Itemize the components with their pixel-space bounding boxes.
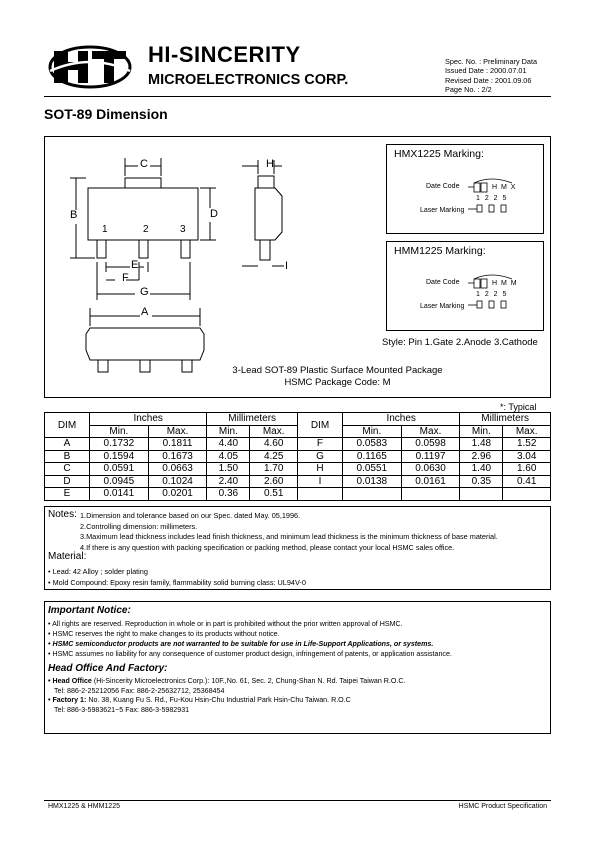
dim-label-i: I — [285, 260, 289, 272]
value-cell: 1.50 — [207, 463, 250, 476]
office-info — [48, 677, 548, 715]
table-row — [45, 450, 551, 463]
laser-marking-label: Laser Marking — [420, 303, 465, 310]
col-min: Min. — [90, 425, 149, 438]
head-office-label: • Head Office — [48, 677, 92, 685]
value-cell: 0.36 — [207, 488, 250, 501]
col-max: Max. — [503, 425, 551, 438]
head-office-tel: Tel: 886-2-25212056 Fax: 886-2-25632712, 25368454 — [54, 686, 225, 695]
package-drawing — [60, 150, 300, 380]
value-cell: 0.1165 — [342, 450, 401, 463]
page-no: Page No. : 2/2 — [445, 84, 492, 94]
material-item: • Lead: 42 Alloy ; solder plating — [48, 567, 148, 576]
package-caption: 3-Lead SOT-89 Plastic Surface Mounted Package — [232, 365, 443, 376]
factory-address: No. 38, Kuang Fu S. Rd., Fu-Kou Hsin-Chu Industrial Park Hsin-Chu Taiwan. R.O.C — [86, 696, 351, 704]
dim-label-b: B — [70, 209, 78, 221]
head-office-address: (Hi-Sincerity Microelectronics Corp.): 10F.,No. 61, Sec. 2, Chung-Shan N. Rd. Taipei Taiwan R.O.C. — [91, 677, 406, 685]
value-cell — [460, 488, 503, 501]
marking-code: H M M — [492, 280, 518, 287]
value-cell: 0.0141 — [90, 488, 149, 501]
dim-cell — [297, 488, 342, 501]
value-cell: 0.0591 — [90, 463, 149, 476]
dim-cell: I — [297, 475, 342, 488]
notice-item: • HSMC semiconductor products are not warranted to be suitable for use in Life-Support Applications, or systems. — [48, 640, 434, 648]
value-cell: 0.0598 — [401, 438, 460, 451]
dim-cell: E — [45, 488, 90, 501]
notice-title: Important Notice: — [48, 605, 131, 616]
tab — [125, 178, 161, 188]
material-item: • Mold Compound: Epoxy resin family, flammability solid burning class: UL94V-0 — [48, 578, 306, 587]
dim-label-g: G — [140, 286, 149, 298]
col-max: Max. — [401, 425, 460, 438]
header-divider — [44, 96, 551, 97]
col-mm: Millimeters — [207, 413, 298, 426]
material-label: Material: — [48, 551, 87, 562]
col-max: Max. — [148, 425, 207, 438]
dimension-table — [44, 412, 551, 501]
value-cell: 0.0161 — [401, 475, 460, 488]
date-code-label: Date Code — [426, 279, 460, 286]
value-cell: 0.1594 — [90, 450, 149, 463]
dim-label-c: C — [140, 158, 148, 170]
head-office-line — [48, 677, 548, 687]
value-cell: 3.04 — [503, 450, 551, 463]
notice-item: • HSMC assumes no liability for any consequence of customer product design, infringement of patents, or application assistance. — [48, 650, 452, 658]
dim-cell: B — [45, 450, 90, 463]
col-min: Min. — [207, 425, 250, 438]
dim-label-d: D — [210, 208, 218, 220]
notice-list — [48, 619, 548, 659]
value-cell: 0.0630 — [401, 463, 460, 476]
value-cell: 0.0945 — [90, 475, 149, 488]
value-cell: 1.52 — [503, 438, 551, 451]
note-item: 1.Dimension and tolerance based on our Spec. dated May. 05,1996. — [80, 511, 301, 520]
company-name: HI-SINCERITY — [148, 42, 301, 67]
factory-label: • Factory 1: — [48, 696, 87, 704]
value-cell: 0.0583 — [342, 438, 401, 451]
notes-list — [80, 511, 498, 553]
value-cell: 1.48 — [460, 438, 503, 451]
pin-3-label: 3 — [180, 224, 186, 235]
office-title: Head Office And Factory: — [48, 663, 168, 674]
value-cell: 2.96 — [460, 450, 503, 463]
footer-right: HSMC Product Specification — [458, 803, 547, 810]
col-mm: Millimeters — [460, 413, 551, 426]
col-dim: DIM — [45, 413, 90, 438]
spec-info — [445, 57, 537, 94]
value-cell: 0.41 — [503, 475, 551, 488]
value-cell: 0.0551 — [342, 463, 401, 476]
value-cell: 0.35 — [460, 475, 503, 488]
col-max: Max. — [250, 425, 298, 438]
value-cell: 4.60 — [250, 438, 298, 451]
dim-cell: D — [45, 475, 90, 488]
marking-title-hmm1225: HMM1225 Marking: — [394, 245, 486, 257]
marking-code: H M X — [492, 184, 517, 191]
table-header-row — [45, 413, 551, 426]
company-subtitle: MICROELECTRONICS CORP. — [148, 72, 349, 88]
footer-divider — [44, 800, 551, 801]
col-dim: DIM — [297, 413, 342, 438]
pin-2-label: 2 — [143, 224, 149, 235]
factory-tel: Tel: 886-3-5983621~5 Fax: 886-3-5982931 — [54, 705, 190, 714]
value-cell: 0.0201 — [148, 488, 207, 501]
value-cell: 1.70 — [250, 463, 298, 476]
dim-label-a: A — [141, 306, 149, 318]
dim-cell: G — [297, 450, 342, 463]
notice-item: • HSMC reserves the right to make changes to its products without notice. — [48, 630, 280, 638]
value-cell — [401, 488, 460, 501]
value-cell: 4.40 — [207, 438, 250, 451]
col-inches: Inches — [342, 413, 459, 426]
table-row — [45, 488, 551, 501]
table-row — [45, 438, 551, 451]
dim-label-h: H — [266, 158, 274, 170]
dim-cell: H — [297, 463, 342, 476]
value-cell: 0.0663 — [148, 463, 207, 476]
value-cell: 0.1024 — [148, 475, 207, 488]
value-cell: 0.1673 — [148, 450, 207, 463]
laser-marking-label: Laser Marking — [420, 207, 465, 214]
pin-style: Style: Pin 1.Gate 2.Anode 3.Cathode — [382, 337, 538, 348]
value-cell: 1.40 — [460, 463, 503, 476]
pin-1-label: 1 — [102, 224, 108, 235]
value-cell: 0.0138 — [342, 475, 401, 488]
col-inches: Inches — [90, 413, 207, 426]
value-cell: 1.60 — [503, 463, 551, 476]
dim-label-e: E — [131, 259, 139, 271]
table-row — [45, 463, 551, 476]
dim-cell: C — [45, 463, 90, 476]
value-cell: 2.60 — [250, 475, 298, 488]
spec-no: Spec. No. : Preliminary Data — [445, 57, 538, 66]
value-cell: 0.1197 — [401, 450, 460, 463]
page-title: SOT-89 Dimension — [44, 106, 168, 122]
note-item: 2.Controlling dimension: millimeters. — [80, 521, 198, 531]
typical-note: *: Typical — [500, 402, 537, 412]
date-code-label: Date Code — [426, 183, 460, 190]
material-list — [48, 566, 306, 588]
col-min: Min. — [342, 425, 401, 438]
company-logo — [48, 43, 132, 89]
value-cell — [503, 488, 551, 501]
footer-left: HMX1225 & HMM1225 — [48, 803, 120, 810]
marking-digits: 1 2 2 5 — [476, 195, 508, 202]
marking-digits: 1 2 2 5 — [476, 291, 508, 298]
factory-line — [48, 696, 548, 706]
notes-label: Notes: — [48, 509, 77, 520]
notice-item: • All rights are reserved. Reproduction in whole or in part is prohibited without the prior written approval of HSMC. — [48, 620, 403, 628]
value-cell: 4.05 — [207, 450, 250, 463]
value-cell: 0.51 — [250, 488, 298, 501]
note-item: 3.Maximum lead thickness includes lead finish thickness, and minimum lead thickness is the minimum thickness of base material. — [80, 532, 498, 542]
value-cell — [342, 488, 401, 501]
marking-title-hmx1225: HMX1225 Marking: — [394, 148, 484, 160]
value-cell: 2.40 — [207, 475, 250, 488]
value-cell: 4.25 — [250, 450, 298, 463]
notice-content — [48, 605, 548, 715]
value-cell: 0.1811 — [148, 438, 207, 451]
dim-label-f: F — [122, 272, 129, 284]
table-row — [45, 475, 551, 488]
col-min: Min. — [460, 425, 503, 438]
issued-date: Issued Date : 2000.07.01 — [445, 66, 527, 76]
value-cell: 0.1732 — [90, 438, 149, 451]
dim-cell: F — [297, 438, 342, 451]
package-code: HSMC Package Code: M — [284, 377, 391, 388]
revised-date: Revised Date : 2001.09.06 — [445, 75, 532, 85]
note-item: 4.If there is any question with packing specification or packing method, please contact your local HSMC sales office. — [80, 542, 455, 552]
dim-cell: A — [45, 438, 90, 451]
